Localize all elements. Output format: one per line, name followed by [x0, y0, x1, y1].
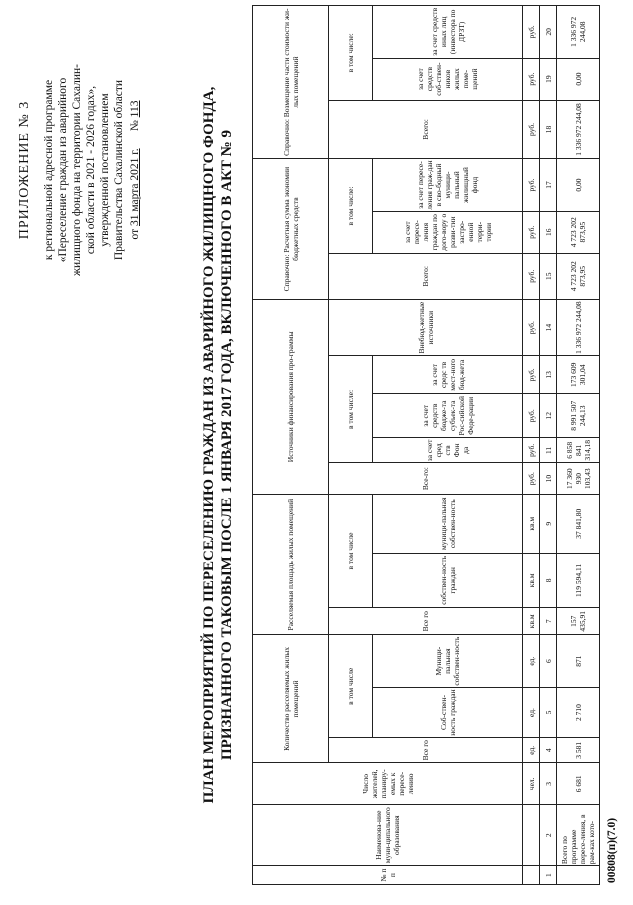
- total-cell: 871: [557, 635, 600, 687]
- unit-cell: кв.м: [523, 494, 540, 553]
- unit-cell: руб.: [523, 356, 540, 394]
- column-number: 11: [540, 438, 557, 463]
- header-econ-group: Справочно: Расчетная сумма экономии бюджетных средств: [253, 159, 329, 300]
- number-label: №: [129, 120, 141, 132]
- total-cell: 3 581: [557, 738, 600, 763]
- unit-cell: ед.: [523, 687, 540, 737]
- header-fin-group: Источники финансирования про-граммы: [253, 299, 329, 494]
- column-number: 3: [540, 763, 557, 805]
- header-no: № п п: [253, 866, 523, 885]
- header-local: за счет средс тв мест-ного бюд-жета: [373, 356, 523, 394]
- header-fin-total: Все-го:: [329, 463, 523, 494]
- header-regional: за счет средств бюдже-та субъек-та Рос-сийской Феде-рации: [373, 394, 523, 438]
- header-count-group: Количество расселяемых жилых помещений: [253, 635, 329, 763]
- total-cell: 0,00: [557, 58, 600, 100]
- header-area-group: Расселяемая площадь жилых помещений: [253, 494, 329, 635]
- total-cell: 17 360 930 103,43: [557, 463, 600, 494]
- total-label: Всего по программе пересе-ления, в рам-ках кото-: [557, 805, 600, 866]
- unit-cell: руб.: [523, 58, 540, 100]
- column-number: 12: [540, 394, 557, 438]
- column-number: 1: [540, 866, 557, 885]
- header-refund-group: Справочно: Возмещение части стоимости жи-лых помещений: [253, 6, 329, 159]
- header-area-total: Все го: [329, 608, 523, 635]
- column-number: 16: [540, 211, 557, 253]
- appendix-line: жилищного фонда на территории Сахалин-: [71, 64, 83, 276]
- total-cell: 6 681: [557, 763, 600, 805]
- date-value: 31 марта 2021 г.: [129, 148, 141, 227]
- total-cell: 1 336 972 244,08: [557, 100, 600, 159]
- number-value: 113: [129, 100, 141, 118]
- header-area-municipal: муници-пальная собствен-ность: [373, 494, 523, 553]
- date-prefix: от: [129, 228, 141, 240]
- header-econ-incl: в том числе:: [329, 159, 373, 253]
- header-count-total: Все го: [329, 738, 523, 763]
- header-refund-incl: в том числе:: [329, 6, 373, 101]
- column-numbers-row: [540, 6, 557, 885]
- column-number: 10: [540, 463, 557, 494]
- unit-cell: кв.м: [523, 608, 540, 635]
- unit-cell: руб.: [523, 463, 540, 494]
- unit-cell: руб.: [523, 159, 540, 211]
- column-number: 2: [540, 805, 557, 866]
- header-ref-a: за счет средств соб-ствен-ников жилых поме-щений: [373, 58, 523, 100]
- column-number: 14: [540, 299, 557, 356]
- unit-cell: руб.: [523, 6, 540, 59]
- unit-cell: кв.м: [523, 553, 540, 608]
- appendix-line: «Переселение граждан из аварийного: [57, 77, 69, 263]
- column-number: 5: [540, 687, 557, 737]
- appendix-title: ПРИЛОЖЕНИЕ № 3: [17, 100, 32, 240]
- header-row-2: [329, 6, 373, 885]
- plan-title: [200, 25, 236, 865]
- column-number: 6: [540, 635, 557, 687]
- column-number: 18: [540, 100, 557, 159]
- total-cell: 2 710: [557, 687, 600, 737]
- unit-cell: руб.: [523, 100, 540, 159]
- total-cell: 157 435,91: [557, 608, 600, 635]
- column-number: 20: [540, 6, 557, 59]
- column-number: 7: [540, 608, 557, 635]
- column-number: 13: [540, 356, 557, 394]
- plan-table: [252, 5, 600, 885]
- unit-cell: ед.: [523, 738, 540, 763]
- total-cell: 1 336 972 244,08: [557, 6, 600, 59]
- appendix-date-line: [128, 25, 142, 315]
- header-residents: Число жителей, планиру-емых к пересе-лению: [253, 763, 523, 805]
- header-count-incl: в том числе: [329, 635, 373, 738]
- unit-cell: руб.: [523, 253, 540, 299]
- header-extra: Внебюд-жетные источники: [329, 299, 523, 356]
- column-number: 15: [540, 253, 557, 299]
- appendix-line: Правительства Сахалинской области: [113, 79, 125, 261]
- header-fin-incl: в том числе:: [329, 356, 373, 463]
- header-econ-b: за счет пересе-ления граж-дан в сво-бодный муници-пальный жилищный фонд: [373, 159, 523, 211]
- total-cell: 37 841,80: [557, 494, 600, 553]
- total-cell: [557, 866, 600, 885]
- unit-cell: руб.: [523, 299, 540, 356]
- unit-cell: руб.: [523, 394, 540, 438]
- header-econ-a: за счет пересе-ления граждан по дого-вору о разви-тии застро-енной терри-тории: [373, 211, 523, 253]
- total-cell: 6 858 841 314,18: [557, 438, 600, 463]
- header-area-incl: в том числе: [329, 494, 373, 607]
- header-fund: за счет сред ств Фон да: [373, 438, 523, 463]
- footer-code: 00808(п)(7.0): [606, 817, 618, 883]
- header-row-1: [253, 6, 329, 885]
- header-ref-b: за счет средств иных лиц (инвестора по ДРЗТ): [373, 6, 523, 59]
- appendix-line: к региональной адресной программе: [43, 79, 55, 261]
- column-number: 19: [540, 58, 557, 100]
- header-own-citizens: Соб-ствен-ность граждан: [373, 687, 523, 737]
- plan-title-line: ПРИЗНАННОГО ТАКОВЫМ ПОСЛЕ 1 ЯНВАРЯ 2017 ГОДА, ВКЛЮЧЕННОГО В АКТ № 9: [219, 130, 235, 760]
- header-area-own-citizens: собствен-ность граждан: [373, 553, 523, 608]
- column-number: 8: [540, 553, 557, 608]
- total-cell: 4 723 202 873,95: [557, 211, 600, 253]
- total-cell: 0,00: [557, 159, 600, 211]
- column-number: 9: [540, 494, 557, 553]
- unit-cell: руб.: [523, 438, 540, 463]
- column-number: 17: [540, 159, 557, 211]
- appendix-line: ской области в 2021 - 2026 годах»,: [85, 85, 97, 255]
- appendix-block: [18, 25, 142, 315]
- total-cell: 119 594,11: [557, 553, 600, 608]
- total-cell: 173 609 301,04: [557, 356, 600, 394]
- column-number: 4: [540, 738, 557, 763]
- unit-cell: ед.: [523, 635, 540, 687]
- total-row: [557, 6, 600, 885]
- unit-cell: [523, 866, 540, 885]
- unit-cell: чел.: [523, 763, 540, 805]
- units-row: [523, 6, 540, 885]
- header-econ-total: Всего:: [329, 253, 523, 299]
- header-municipal: Муници-пальная собствен-ность: [373, 635, 523, 687]
- appendix-line: утвержденной постановлением: [99, 93, 111, 247]
- header-name: Наименова-ние муни-ципального образования: [253, 805, 523, 866]
- total-cell: 4 723 202 873,95: [557, 253, 600, 299]
- unit-cell: [523, 805, 540, 866]
- total-cell: 1 336 972 244,08: [557, 299, 600, 356]
- header-refund-total: Всего:: [329, 100, 523, 159]
- plan-title-line: ПЛАН МЕРОПРИЯТИЙ ПО ПЕРЕСЕЛЕНИЮ ГРАЖДАН ИЗ АВАРИЙНОГО ЖИЛИЩНОГО ФОНДА,: [201, 86, 217, 804]
- total-cell: 8 991 507 244,13: [557, 394, 600, 438]
- unit-cell: руб.: [523, 211, 540, 253]
